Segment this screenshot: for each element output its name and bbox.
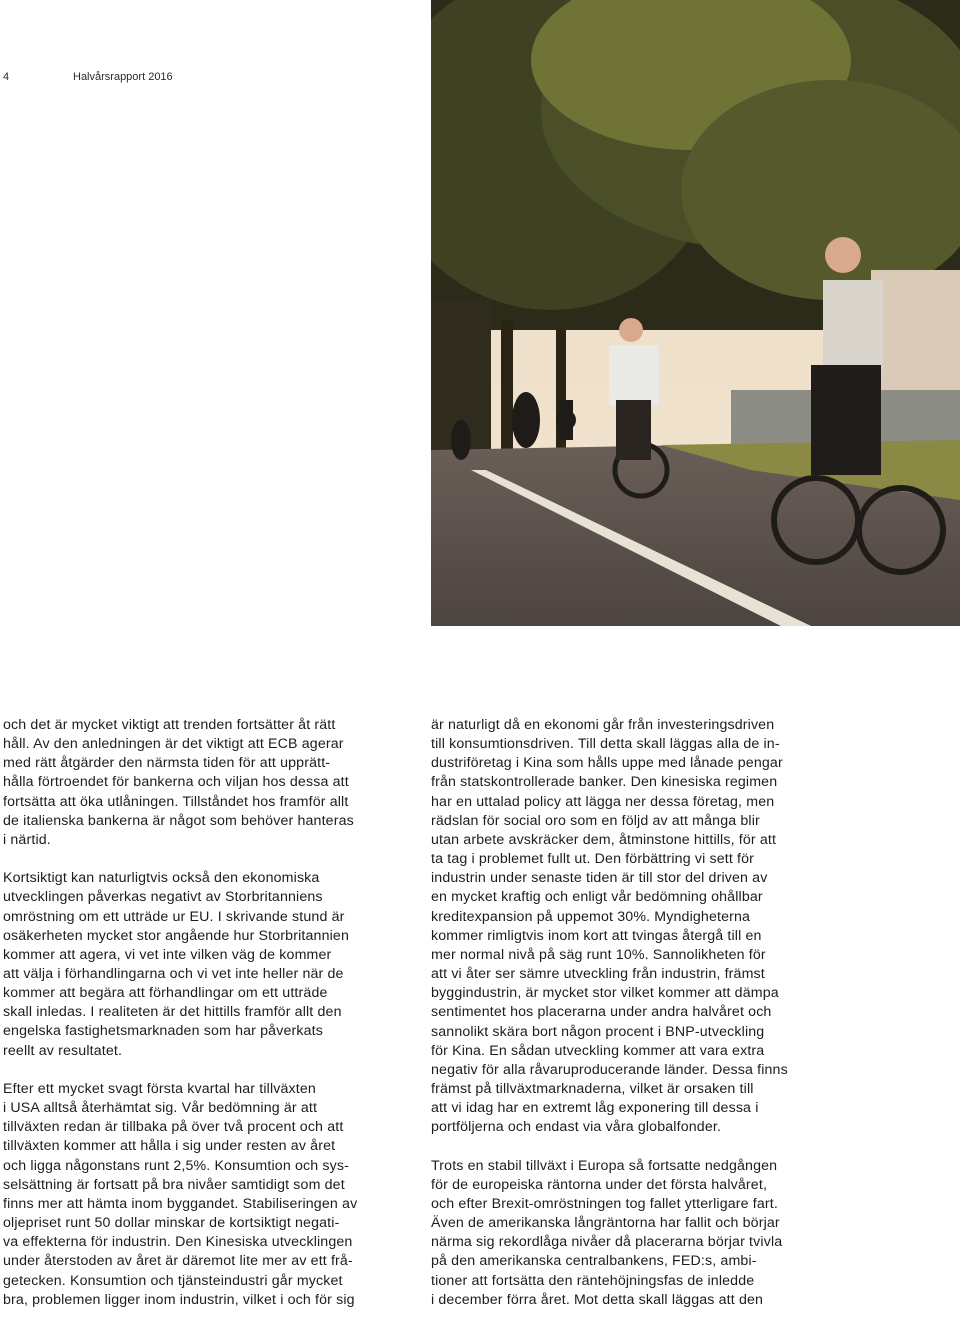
text-line: Efter ett mycket svagt första kvartal har tillväxten <box>3 1080 316 1097</box>
text-line: getecken. Konsumtion och tjänsteindustri går mycket <box>3 1272 343 1289</box>
text-line: kommer att begära att förhandlingar om ett utträde <box>3 985 328 1002</box>
text-line: i december förra året. Mot detta skall läggas att den <box>431 1291 764 1308</box>
text-line: sentimentet hos placerarna under andra halvåret och <box>431 1004 772 1021</box>
text-line: utan arbete avskräcker dem, åtminstone hittills, för att <box>431 831 777 848</box>
left-text-column <box>3 716 387 1329</box>
text-line: för de europeiska räntorna under det första halvåret, <box>431 1176 768 1193</box>
text-line: för Kina. En sådan utveckling kommer att vara extra <box>431 1042 765 1059</box>
paragraph <box>431 716 815 1137</box>
text-line: kreditexpansion på uppemot 30%. Myndigheterna <box>431 908 751 925</box>
text-line: bra, problemen ligger inom industrin, vilket i och för sig <box>3 1291 355 1308</box>
text-line: med rätt åtgärder den närmsta tiden för att upprätt- <box>3 755 331 772</box>
text-line: främst på tillväxtmarknaderna, vilket är orsaken till <box>431 1080 754 1097</box>
text-line: tillväxten kommer att hålla i sig under resten av året <box>3 1138 336 1155</box>
page-header <box>3 71 173 83</box>
text-line: industrin under senaste tiden är till stor del driven av <box>431 870 768 887</box>
text-line: sannolikt skära bort någon procent i BNP-utveckling <box>431 1023 765 1040</box>
text-line: finns mer att hämta inom byggandet. Stabiliseringen av <box>3 1195 358 1212</box>
text-line: och ligga någonstans runt 2,5%. Konsumtion och sys- <box>3 1157 349 1174</box>
text-line: hålla förtroendet för bankerna och viljan hos dessa att <box>3 774 349 791</box>
text-line: i närtid. <box>3 831 51 848</box>
text-line: skall inledas. I realiteten är det hittills framför allt den <box>3 1004 342 1021</box>
text-line: utvecklingen påverkas negativt av Storbritanniens <box>3 889 323 906</box>
paragraph <box>431 1157 815 1310</box>
text-line: att vi idag har en extremt låg exponering till dessa i <box>431 1100 759 1117</box>
text-line: och efter Brexit-omröstningen tog fallet ytterligare fart. <box>431 1195 778 1212</box>
text-line: på den amerikanska centralbankens, FED:s, ambi- <box>431 1253 757 1270</box>
text-line: omröstning om ett utträde ur EU. I skrivande stund är <box>3 908 345 925</box>
page-number: 4 <box>3 71 10 83</box>
text-line: är naturligt då en ekonomi går från investeringsdriven <box>431 717 775 733</box>
text-line: att vi åter ser sämre utveckling från industrin, främst <box>431 966 765 983</box>
report-title: Halvårsrapport 2016 <box>73 71 173 83</box>
text-line: Kortsiktigt kan naturligtvis också den ekonomiska <box>3 870 320 887</box>
text-line: va effekterna för industrin. Den Kinesiska utvecklingen <box>3 1234 353 1251</box>
text-line: kommer att agera, vi vet inte vilken väg de kommer <box>3 946 332 963</box>
text-line: selsättning är fortsatt på bra nivåer samtidigt som det <box>3 1176 345 1193</box>
text-line: portföljerna och endast via våra globalfonder. <box>431 1119 722 1136</box>
text-line: mer normal nivå på säg runt 10%. Sannolikheten för <box>431 946 766 963</box>
text-line: Även de amerikanska långräntorna har fallit och börjar <box>431 1215 780 1232</box>
text-line: från statskontrollerade banker. Den kinesiska regimen <box>431 774 778 791</box>
text-line: kommer rimligtvis inom kort att tvingas återgå till en <box>431 927 762 944</box>
paragraph <box>3 1080 387 1310</box>
text-line: Trots en stabil tillväxt i Europa så fortsatte nedgången <box>431 1157 778 1174</box>
text-line: negativ för alla råvaruproducerande länder. Dessa finns <box>431 1061 788 1078</box>
text-line: reellt av resultatet. <box>3 1042 123 1059</box>
text-line: oljepriset runt 50 dollar minskar de kortsiktigt negati- <box>3 1215 340 1232</box>
text-line: osäkerheten mycket stor angående hur Storbritannien <box>3 927 349 944</box>
text-line: håll. Av den anledningen är det viktigt att ECB agerar <box>3 736 344 753</box>
text-line: byggindustrin, är mycket stor vilket kommer att dämpa <box>431 985 779 1002</box>
paragraph <box>3 716 387 850</box>
text-line: de italienska bankerna är något som behöver hanteras <box>3 812 354 829</box>
text-line: engelska fastighetsmarknaden som har påverkats <box>3 1023 323 1040</box>
text-line: i USA alltså återhämtat sig. Vår bedömning är att <box>3 1100 318 1117</box>
right-text-column <box>431 716 815 1329</box>
text-line: till konsumtionsdriven. Till detta skall läggas alla de in- <box>431 736 780 753</box>
text-line: fortsätta att öka utlåningen. Tillståndet hos framför allt <box>3 793 349 810</box>
text-line: ta tag i problemet fullt ut. Den förbättring vi sett för <box>431 851 755 868</box>
text-line: har en uttalad policy att lägga ner dessa företag, men <box>431 793 775 810</box>
text-line: dustriföretag i Kina som hålls uppe med lånade pengar <box>431 755 783 772</box>
text-line: rädslan för social oro som en följd av att många blir <box>431 812 760 829</box>
text-line: under återstoden av året är däremot lite mer av ett frå- <box>3 1253 353 1270</box>
cyclists-photo <box>431 0 960 626</box>
paragraph <box>3 869 387 1061</box>
text-line: tioner att fortsätta den räntehöjningsfas de inledde <box>431 1272 755 1289</box>
text-line: närma sig rekordlåga nivåer då placerarna börjar tvivla <box>431 1234 783 1251</box>
text-line: att välja i förhandlingarna och vi vet inte heller när de <box>3 966 344 983</box>
text-line: tillväxten redan är tillbaka på över två procent och att <box>3 1119 344 1136</box>
text-line: en mycket kraftig och enligt vår bedömning ohållbar <box>431 889 763 906</box>
text-line: och det är mycket viktigt att trenden fortsätter åt rätt <box>3 717 336 733</box>
